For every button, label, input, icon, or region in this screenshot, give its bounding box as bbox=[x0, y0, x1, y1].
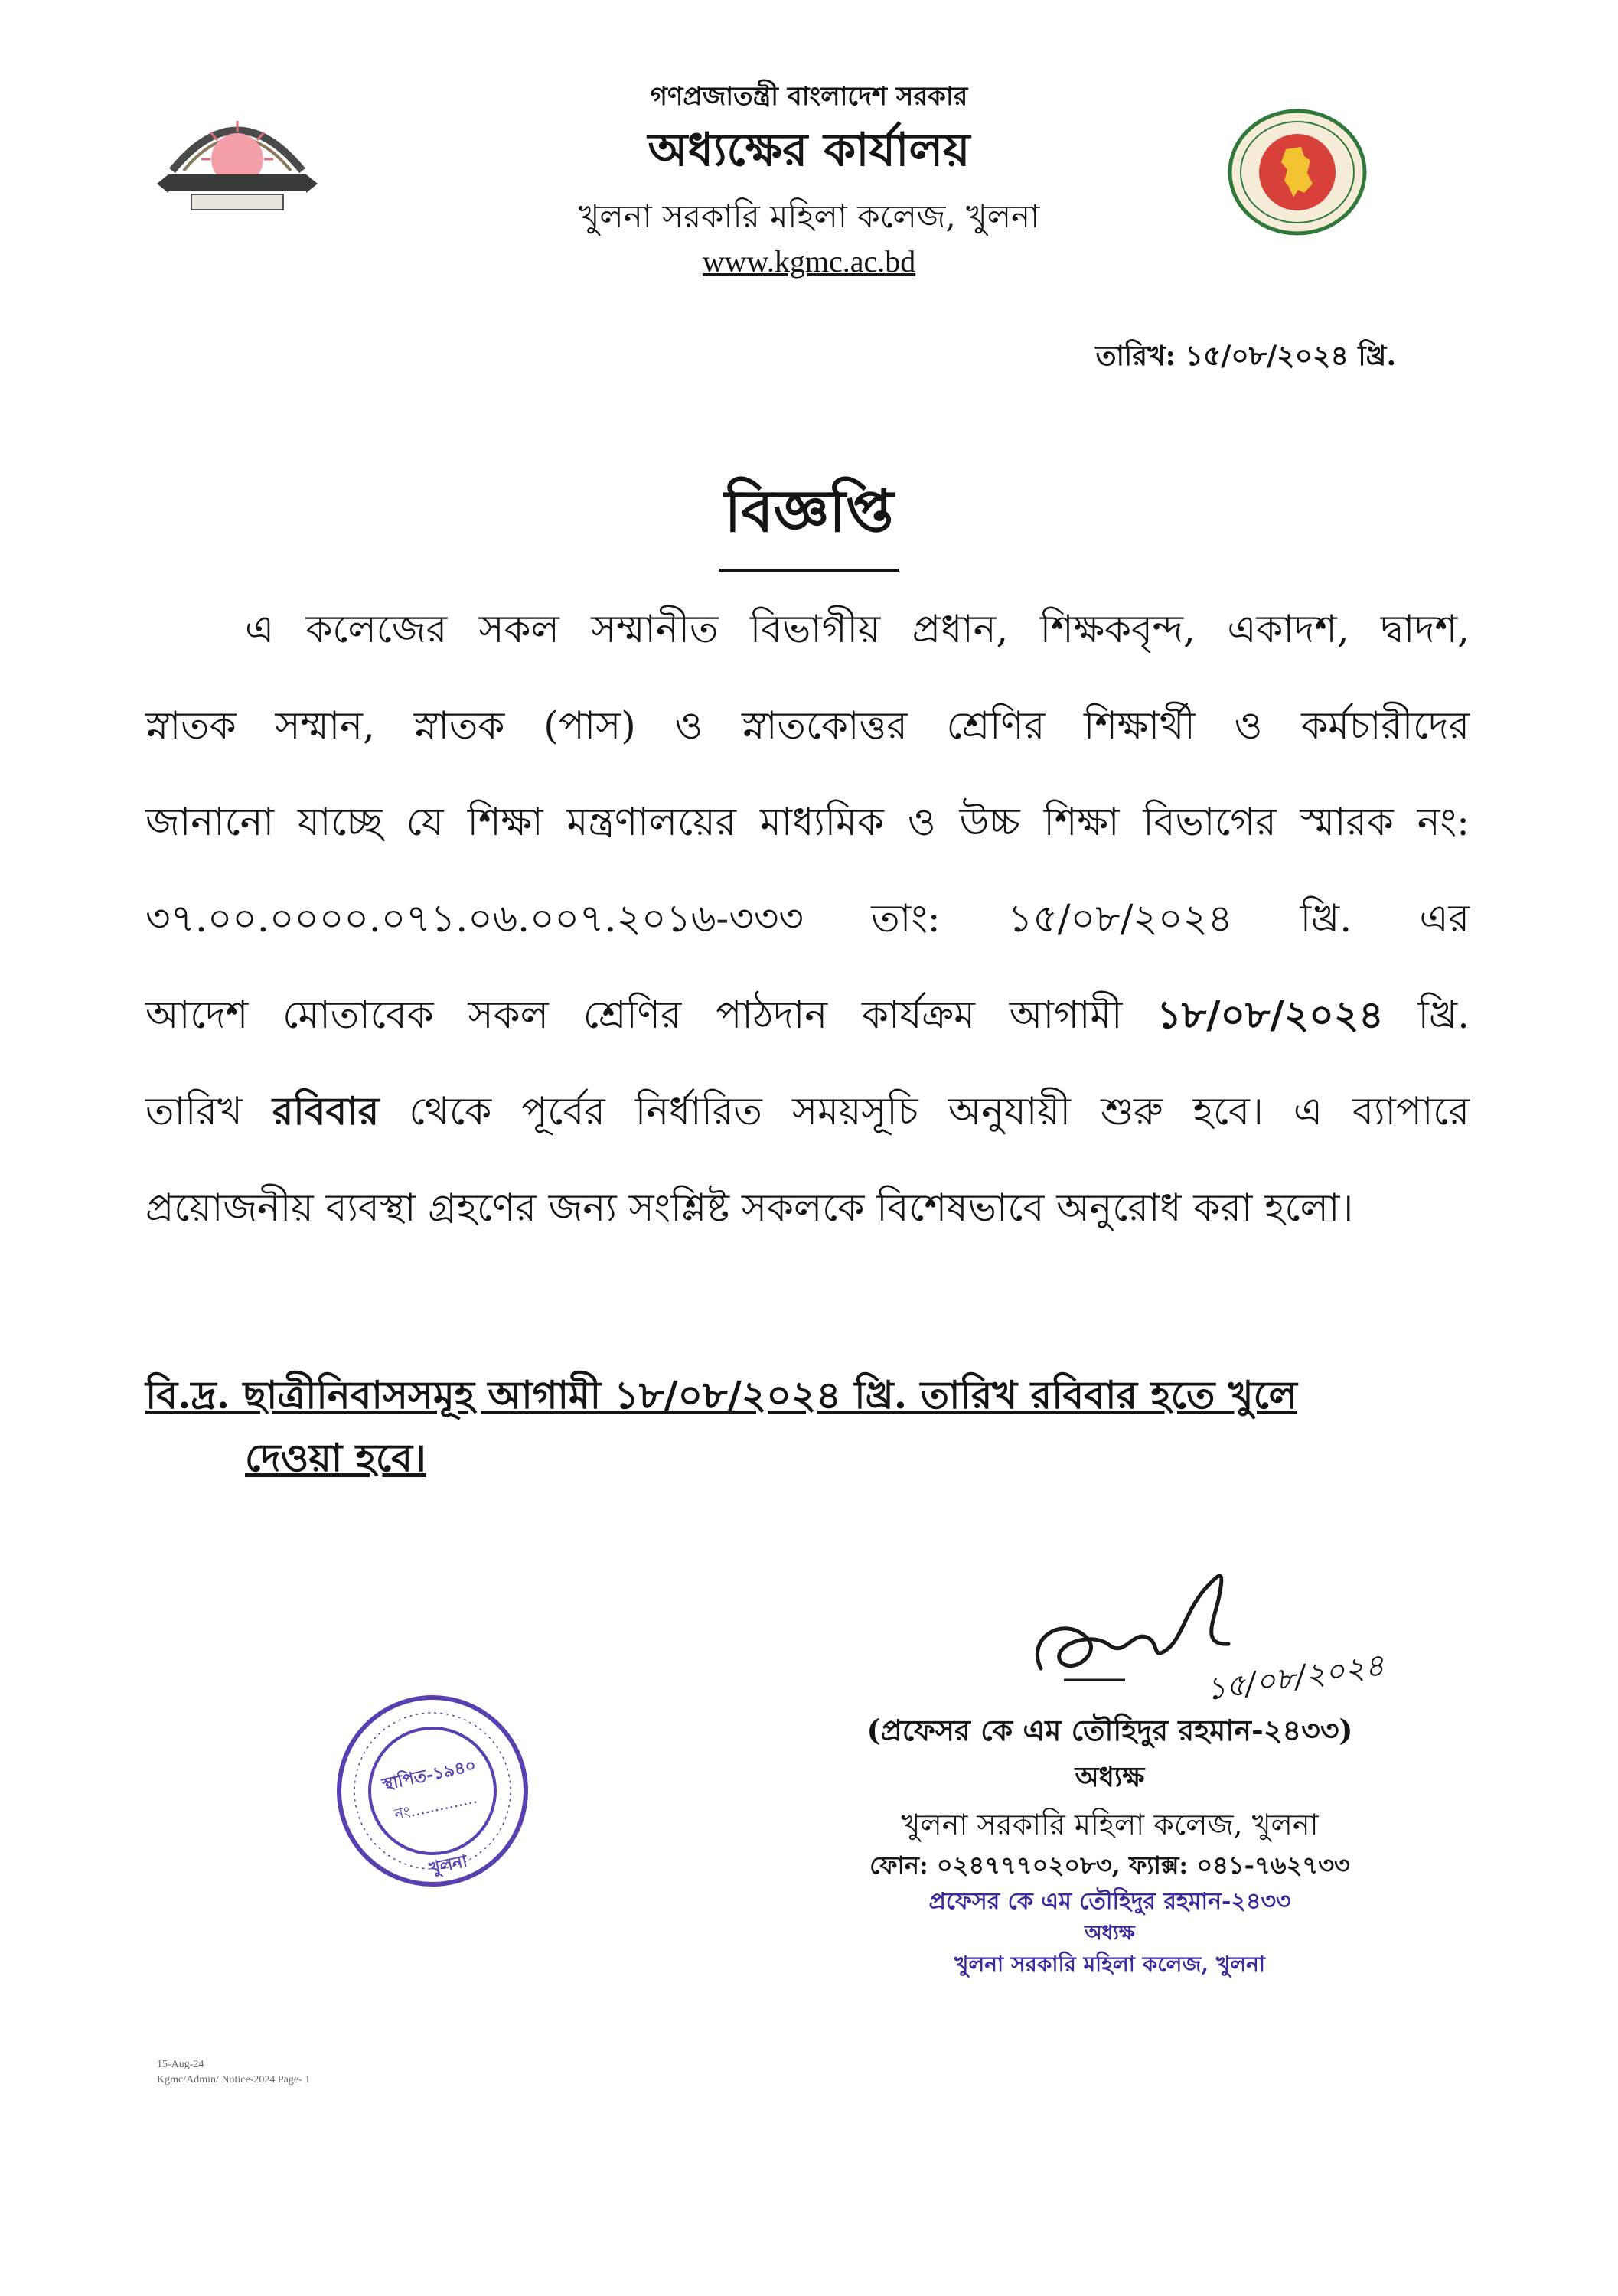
seal-reference: নং.............. bbox=[393, 1788, 479, 1824]
body-line-2: স্নাতক সম্মান, স্নাতক (পাস) ও স্নাতকোত্তর শ্রেণির শিক্ষার্থী ও কর্মচারীদের bbox=[145, 703, 1470, 748]
body-line-7: প্রয়োজনীয় ব্যবস্থা গ্রহণের জন্য সংশ্লিষ্ট সকলকে বিশেষভাবে অনুরোধ করা হলো। bbox=[145, 1186, 1354, 1230]
principal-name: (প্রফেসর কে এম তৌহিদুর রহমান-২৪৩৩) bbox=[866, 1713, 1353, 1747]
stamp-name: প্রফেসর কে এম তৌহিদুর রহমান-২৪৩৩ bbox=[928, 1888, 1291, 1915]
contact-phone: ফোন: ০২৪৭৭৭০২০৮৩, ফ্যাক্স: ০৪১-৭৬২৭৩৩ bbox=[869, 1851, 1350, 1880]
government-heading: গণপ্রজাতন্ত্রী বাংলাদেশ সরকার bbox=[650, 81, 968, 112]
note-line-1: বি.দ্র. ছাত্রীনিবাসসমূহ আগামী ১৮/০৮/২০২৪ খ্রি. তারিখ রবিবার হতে খুলে bbox=[145, 1372, 1297, 1417]
body-line-5-post: খ্রি. bbox=[1383, 993, 1470, 1037]
stamp-title: অধ্যক্ষ bbox=[1085, 1922, 1135, 1945]
reopen-date: ১৮/০৮/২০২৪ bbox=[1156, 992, 1384, 1037]
notice-title-text: বিজ্ঞপ্তি bbox=[719, 467, 900, 572]
body-line-4: ৩৭.০০.০০০০.০৭১.০৬.০০৭.২০১৬-৩৩৩ তাং: ১৫/০৮/২০২৪ খ্রি. এর bbox=[145, 896, 1470, 941]
signature-college: খুলনা সরকারি মহিলা কলেজ, খুলনা bbox=[901, 1808, 1319, 1841]
body-line-5-pre: আদেশ মোতাবেক সকল শ্রেণির পাঠদান কার্যক্রম আগামী bbox=[145, 993, 1157, 1037]
footer-date: 15-Aug-24 bbox=[157, 2059, 204, 2070]
stamp-college: খুলনা সরকারি মহিলা কলেজ, খুলনা bbox=[954, 1952, 1265, 1977]
body-line-6-pre: তারিখ bbox=[145, 1089, 272, 1133]
note-line-2: দেওয়া হবে। bbox=[245, 1435, 426, 1480]
body-line-6-post: থেকে পূর্বের নির্ধারিত সময়সূচি অনুযায়ী শুরু হবে। এ ব্যাপারে bbox=[379, 1089, 1470, 1133]
body-line-5 bbox=[145, 992, 1470, 1038]
principal-designation: অধ্যক্ষ bbox=[1075, 1761, 1145, 1793]
signature-date: ১৫/০৮/২০২৪ bbox=[1203, 1647, 1387, 1708]
office-heading: অধ্যক্ষের কার্যালয় bbox=[648, 123, 970, 177]
notice-title bbox=[0, 467, 1618, 572]
body-line-1: এ কলেজের সকল সম্মানীত বিভাগীয় প্রধান, শিক্ষকবৃন্দ, একাদশ, দ্বাদশ, bbox=[245, 607, 1470, 651]
seal-established: স্থাপিত-১৯৪০ bbox=[380, 1755, 478, 1795]
footer-path: Kgmc/Admin/ Notice-2024 Page- 1 bbox=[157, 2074, 311, 2086]
seal-city: খুলনা bbox=[427, 1851, 469, 1879]
college-round-seal bbox=[315, 1673, 550, 1909]
college-name: খুলনা সরকারি মহিলা কলেজ, খুলনা bbox=[578, 197, 1040, 235]
body-line-3: জানানো যাচ্ছে যে শিক্ষা মন্ত্রণালয়ের মাধ্যমিক ও উচ্চ শিক্ষা বিভাগের স্মারক নং: bbox=[145, 800, 1470, 844]
body-line-6 bbox=[145, 1088, 1470, 1134]
website-link[interactable]: www.kgmc.ac.bd bbox=[702, 244, 916, 279]
reopen-day: রবিবার bbox=[272, 1088, 380, 1133]
notice-date: তারিখ: ১৫/০৮/২০২৪ খ্রি. bbox=[1095, 340, 1396, 372]
